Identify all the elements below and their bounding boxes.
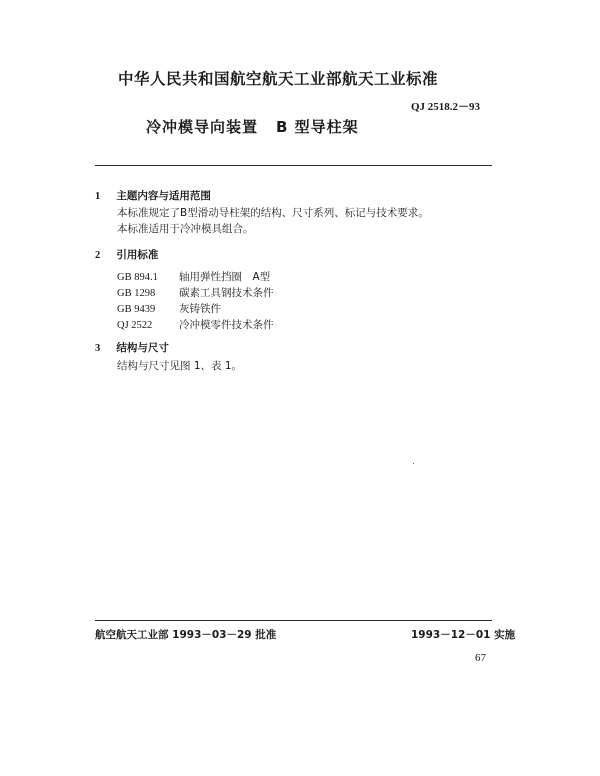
section-title: 主题内容与适用范围	[116, 190, 211, 202]
page-number: 67	[475, 652, 486, 664]
section-title: 引用标准	[116, 249, 159, 261]
section-number: 2	[95, 250, 101, 261]
title-part-2: B 型导柱架	[276, 118, 359, 136]
reference-name: 轴用弹性挡圈 A型	[179, 271, 271, 283]
reference-code: GB 1298	[117, 288, 156, 299]
issuing-authority: 中华人民共和国航空航天工业部航天工业标准	[118, 70, 439, 88]
scan-speck	[413, 463, 414, 464]
reference-code: GB 894.1	[117, 272, 158, 283]
reference-name: 冷冲模零件技术条件	[179, 319, 274, 331]
section-number: 1	[95, 191, 101, 202]
section-2-heading	[95, 243, 158, 262]
reference-code: GB 9439	[117, 304, 156, 315]
header-divider	[95, 165, 492, 166]
section-number: 3	[95, 343, 101, 354]
section-title: 结构与尺寸	[116, 342, 169, 354]
reference-name: 灰铸铁件	[179, 303, 221, 315]
title-part-1: 冷冲模导向装置	[146, 118, 259, 136]
reference-row	[117, 313, 274, 332]
footer-divider	[95, 620, 492, 621]
section-1-paragraph-1: 本标准规定了B型滑动导柱架的结构、尺寸系列、标记与技术要求。	[117, 207, 429, 219]
section-1-heading	[95, 184, 211, 203]
section-3-heading	[95, 336, 169, 355]
document-title	[146, 116, 359, 137]
reference-name: 碳素工具钢技术条件	[179, 287, 274, 299]
standard-number: QJ 2518.2－93	[411, 101, 481, 113]
reference-code: QJ 2522	[117, 320, 153, 331]
approval-date: 航空航天工业部 1993－03－29 批准	[95, 629, 277, 641]
implementation-date: 1993－12－01 实施	[411, 629, 516, 641]
section-3-paragraph-1: 结构与尺寸见图 1、表 1。	[117, 360, 243, 372]
section-1-paragraph-2: 本标准适用于冷冲模具组合。	[117, 223, 254, 235]
